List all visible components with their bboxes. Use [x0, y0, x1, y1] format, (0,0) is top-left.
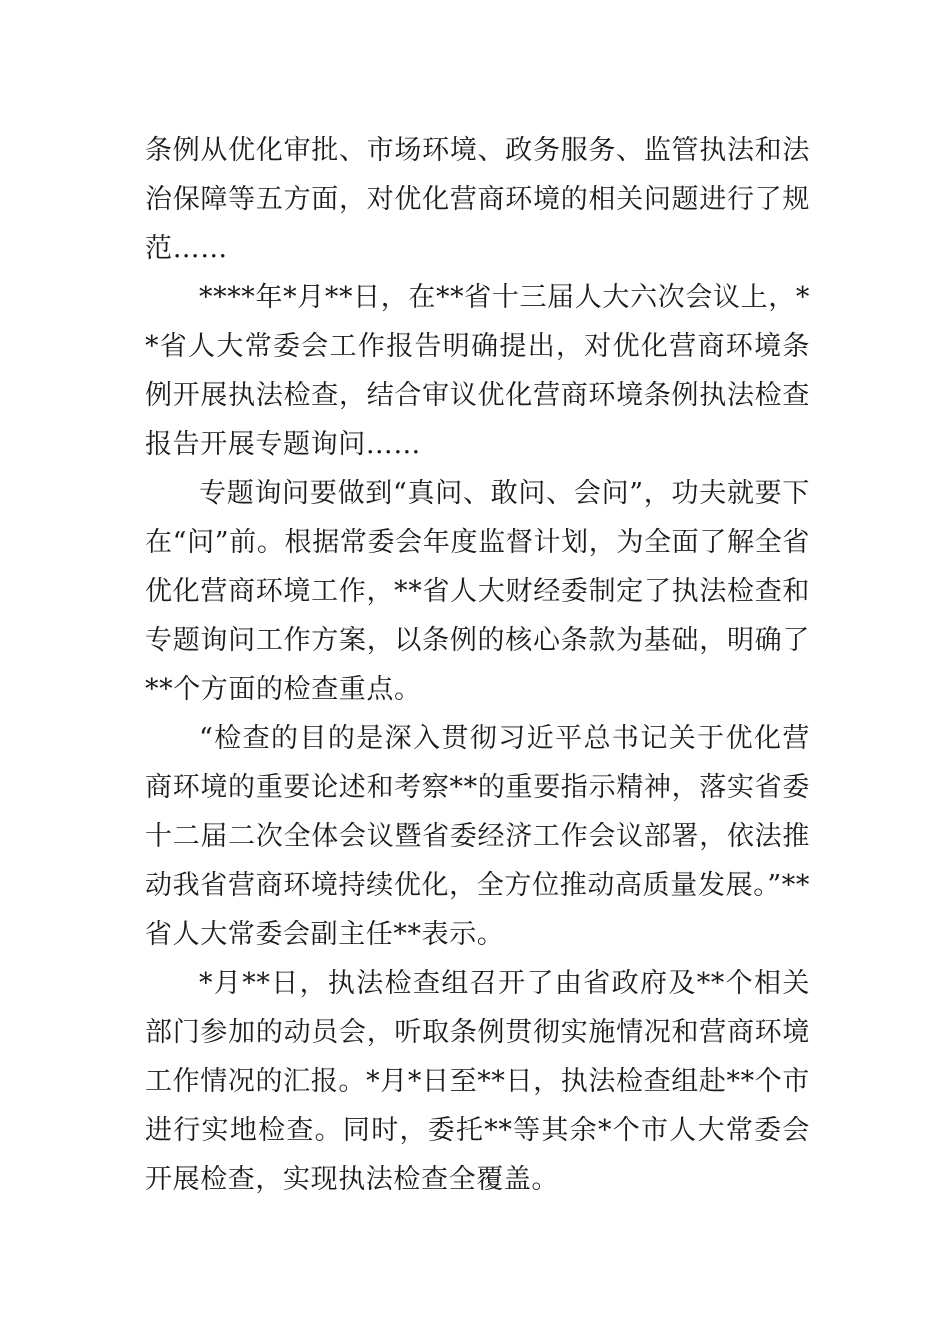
paragraph: *月**日，执法检查组召开了由省政府及**个相关部门参加的动员会，听取条例贯彻实施情况和营商环境工作情况的汇报。*月*日至**日，执法检查组赴**个市进行实地检查。同时，委托**等其余*个市人大常委会开展检查，实现执法检查全覆盖。: [145, 968, 810, 1195]
document-page: [145, 126, 810, 1204]
paragraph: 专题询问要做到“真问、敢问、会问”，功夫就要下在“问”前。根据常委会年度监督计划，为全面了解全省优化营商环境工作，**省人大财经委制定了执法检查和专题询问工作方案，以条例的核心条款为基础，明确了**个方面的检查重点。: [145, 478, 810, 705]
paragraph: “检查的目的是深入贯彻习近平总书记关于优化营商环境的重要论述和考察**的重要指示精神，落实省委十二届二次全体会议暨省委经济工作会议部署，依法推动我省营商环境持续优化，全方位推动高质量发展。”**省人大常委会副主任**表示。: [145, 723, 810, 950]
paragraph: ****年*月**日，在**省十三届人大六次会议上，**省人大常委会工作报告明确提出，对优化营商环境条例开展执法检查，结合审议优化营商环境条例执法检查报告开展专题询问……: [145, 282, 810, 460]
paragraph-continuation: 条例从优化审批、市场环境、政务服务、监管执法和法治保障等五方面，对优化营商环境的相关问题进行了规范……: [145, 135, 810, 264]
